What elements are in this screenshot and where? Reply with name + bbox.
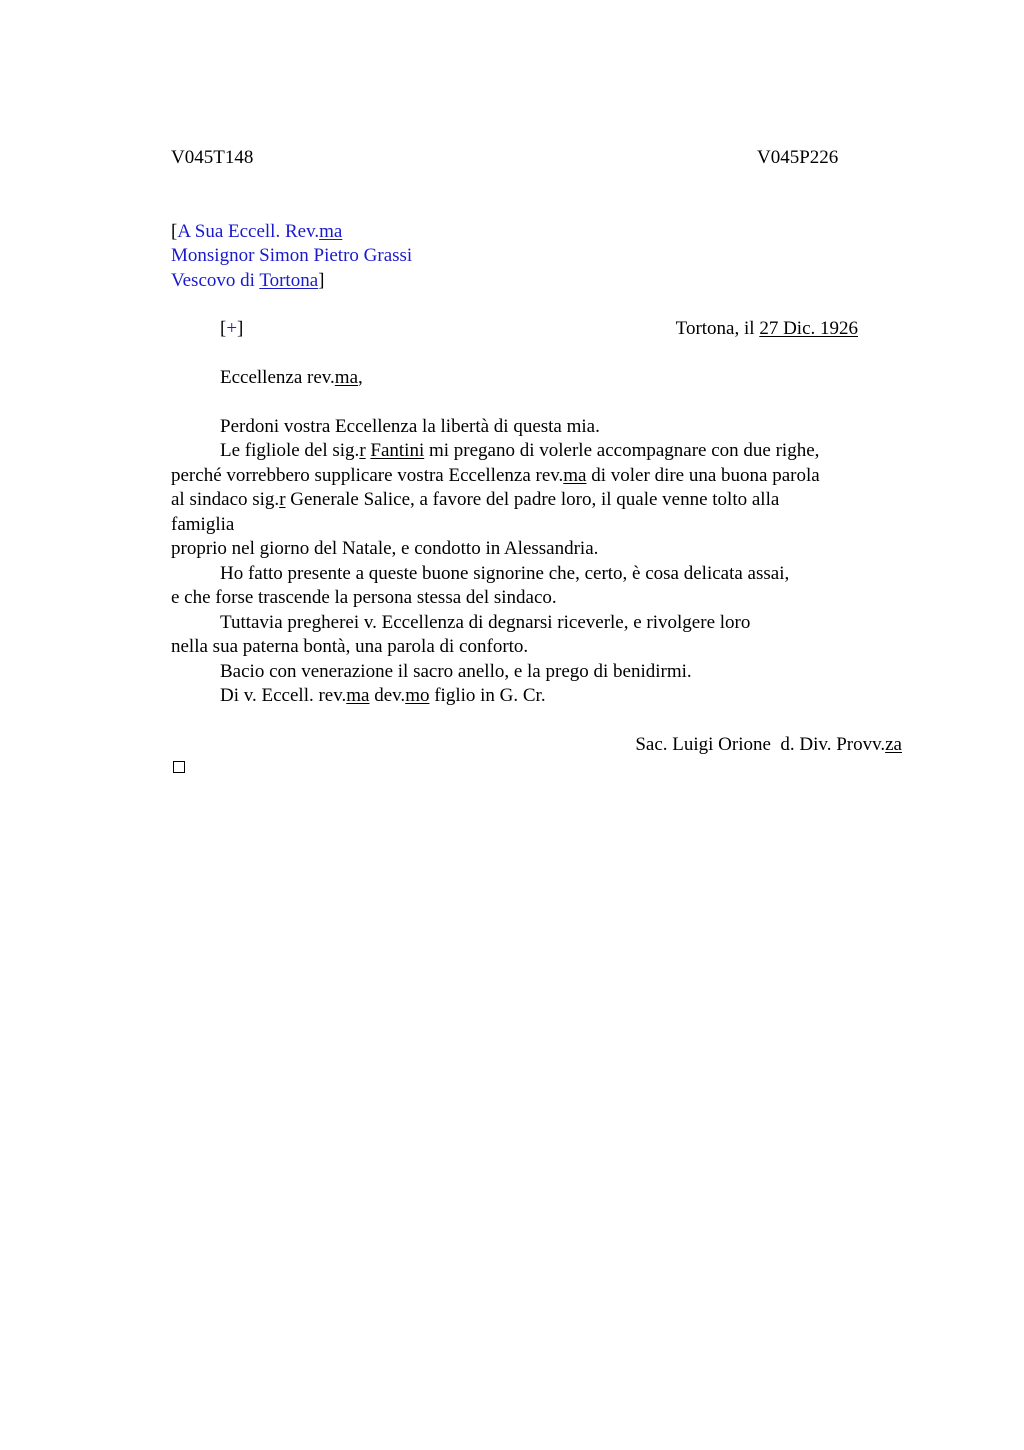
address-line-1: [A Sua Eccell. Rev.ma bbox=[171, 221, 343, 242]
body-line-11: Bacio con venerazione il sacro anello, e la prego di benidirmi. bbox=[220, 661, 692, 682]
body-line-8: e che forse trascende la persona stessa del sindaco. bbox=[171, 587, 557, 608]
body-line-6: proprio nel giorno del Natale, e condotto in Alessandria. bbox=[171, 538, 599, 559]
document-code-left: V045T148 bbox=[171, 147, 254, 168]
body-line-4: al sindaco sig.r Generale Salice, a favore del padre loro, il quale venne tolto alla bbox=[171, 489, 780, 510]
body-line-12: Di v. Eccell. rev.ma dev.mo figlio in G. Cr. bbox=[220, 685, 546, 706]
body-line-2: Le figliole del sig.r Fantini mi pregano di volerle accompagnare con due righe, bbox=[220, 440, 820, 461]
body-line-9: Tuttavia pregherei v. Eccellenza di degnarsi riceverle, e rivolgere loro bbox=[220, 612, 751, 633]
body-line-5: famiglia bbox=[171, 514, 235, 535]
address-line-2: Monsignor Simon Pietro Grassi bbox=[171, 245, 413, 266]
body-line-1: Perdoni vostra Eccellenza la libertà di questa mia. bbox=[220, 416, 600, 437]
dateline: Tortona, il 27 Dic. 1926 bbox=[675, 318, 858, 339]
document-code-right: V045P226 bbox=[757, 147, 839, 168]
cross-mark: [+] bbox=[220, 318, 244, 339]
salutation: Eccellenza rev.ma, bbox=[220, 367, 363, 388]
body-line-7: Ho fatto presente a queste buone signorine che, certo, è cosa delicata assai, bbox=[220, 563, 790, 584]
body-line-10: nella sua paterna bontà, una parola di conforto. bbox=[171, 636, 529, 657]
signature: Sac. Luigi Orione d. Div. Provv.za bbox=[635, 734, 902, 755]
address-line-3: Vescovo di Tortona] bbox=[171, 270, 325, 291]
end-square-icon bbox=[173, 761, 185, 773]
body-line-3: perché vorrebbero supplicare vostra Eccellenza rev.ma di voler dire una buona parola bbox=[171, 465, 820, 486]
